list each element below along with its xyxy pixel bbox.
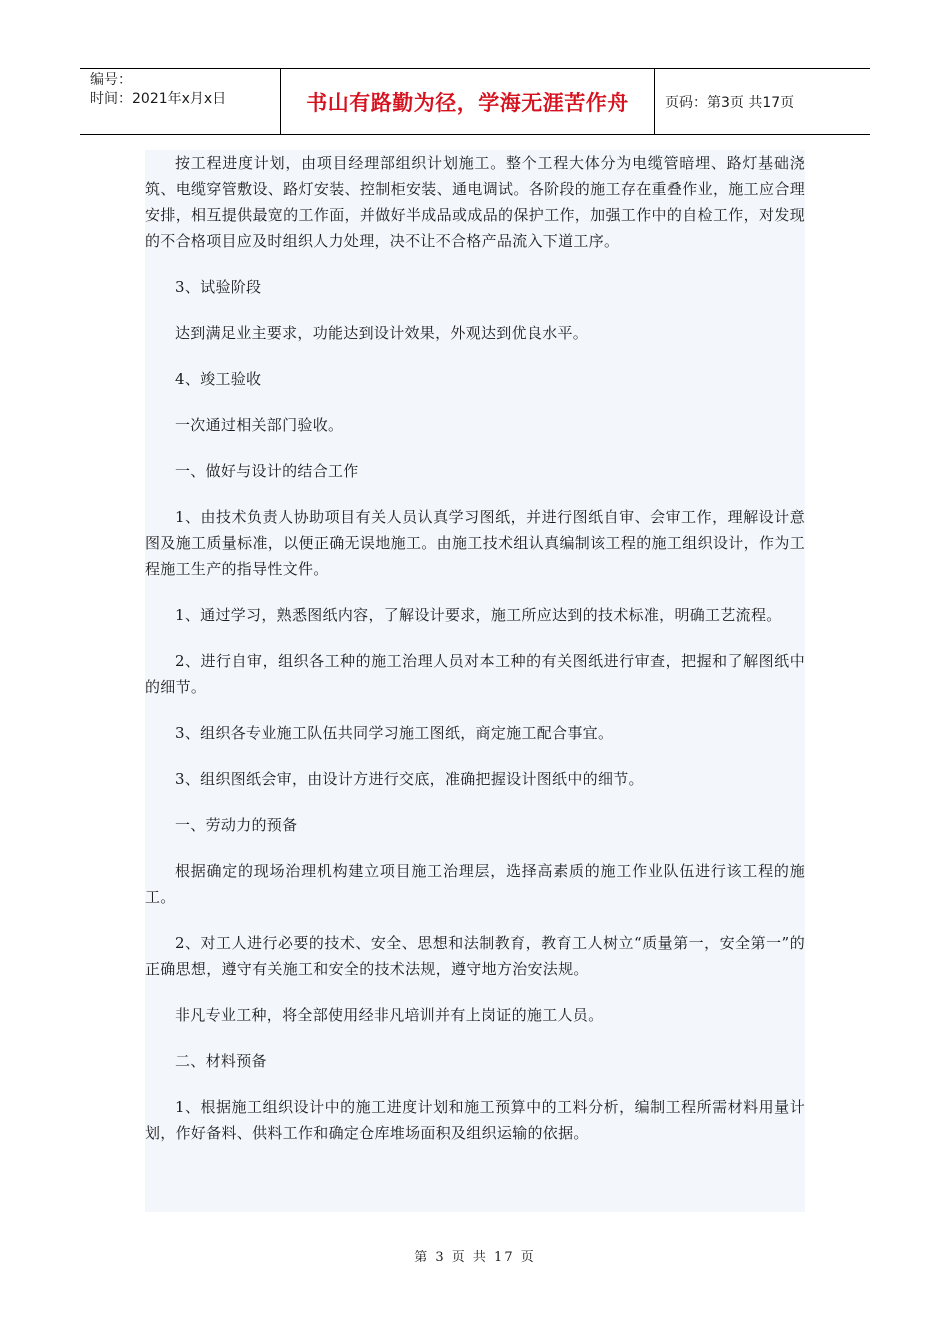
paragraph: 1、由技术负责人协助项目有关人员认真学习图纸，并进行图纸自审、会审工作，理解设计意图及施工质量标准，以便正确无误地施工。由施工技术组认真编制该工程的施工组织设计，作为工程施工生产的指导性文件。 <box>145 508 805 578</box>
paragraph: 1、根据施工组织设计中的施工进度计划和施工预算中的工料分析，编制工程所需材料用量计划，作好备料、供料工作和确定仓库堆场面积及组织运输的依据。 <box>145 1098 805 1142</box>
document-number-label: 编号： <box>90 72 132 88</box>
section-heading: 二、材料预备 <box>175 1052 267 1070</box>
paragraph: 1、通过学习，熟悉图纸内容，了解设计要求，施工所应达到的技术标准，明确工艺流程。 <box>175 606 782 624</box>
section-heading: 4、竣工验收 <box>175 370 262 388</box>
header-motto: 书山有路勤为径，学海无涯苦作舟 <box>281 69 655 134</box>
paragraph: 非凡专业工种，将全部使用经非凡培训并有上岗证的施工人员。 <box>175 1006 604 1024</box>
header-page-number: 页码：第3页 共17页 <box>665 94 795 111</box>
paragraph: 3、组织各专业施工队伍共同学习施工图纸，商定施工配合事宜。 <box>175 724 614 742</box>
section-heading: 3、试验阶段 <box>175 278 262 296</box>
paragraph: 按工程进度计划，由项目经理部组织计划施工。整个工程大体分为电缆管暗埋、路灯基础浇筑、电缆穿管敷设、路灯安装、控制柜安装、通电调试。各阶段的施工存在重叠作业，施工应合理安排，相互提供最宽的工作面，并做好半成品或成品的保护工作，加强工作中的自检工作，对发现的不合格项目应及时组织人力处理，决不让不合格产品流入下道工序。 <box>145 154 805 250</box>
section-heading: 一、做好与设计的结合工作 <box>175 462 359 480</box>
paragraph: 3、组织图纸会审，由设计方进行交底，准确把握设计图纸中的细节。 <box>175 770 644 788</box>
paragraph: 达到满足业主要求，功能达到设计效果，外观达到优良水平。 <box>175 324 589 342</box>
paragraph: 根据确定的现场治理机构建立项目施工治理层，选择高素质的施工作业队伍进行该工程的施工。 <box>145 862 805 906</box>
header-meta <box>80 69 281 134</box>
paragraph: 一次通过相关部门验收。 <box>175 416 344 434</box>
document-date: 时间：2021年x月x日 <box>90 91 227 107</box>
document-header <box>80 68 870 135</box>
section-heading: 一、劳动力的预备 <box>175 816 298 834</box>
document-body <box>145 150 805 1212</box>
paragraph: 2、对工人进行必要的技术、安全、思想和法制教育，教育工人树立“质量第一，安全第一”的正确思想，遵守有关施工和安全的技术法规，遵守地方治安法规。 <box>145 934 805 978</box>
page-footer: 第 3 页 共 17 页 <box>414 1250 536 1265</box>
paragraph: 2、进行自审，组织各工种的施工治理人员对本工种的有关图纸进行审查，把握和了解图纸中的细节。 <box>145 652 805 696</box>
